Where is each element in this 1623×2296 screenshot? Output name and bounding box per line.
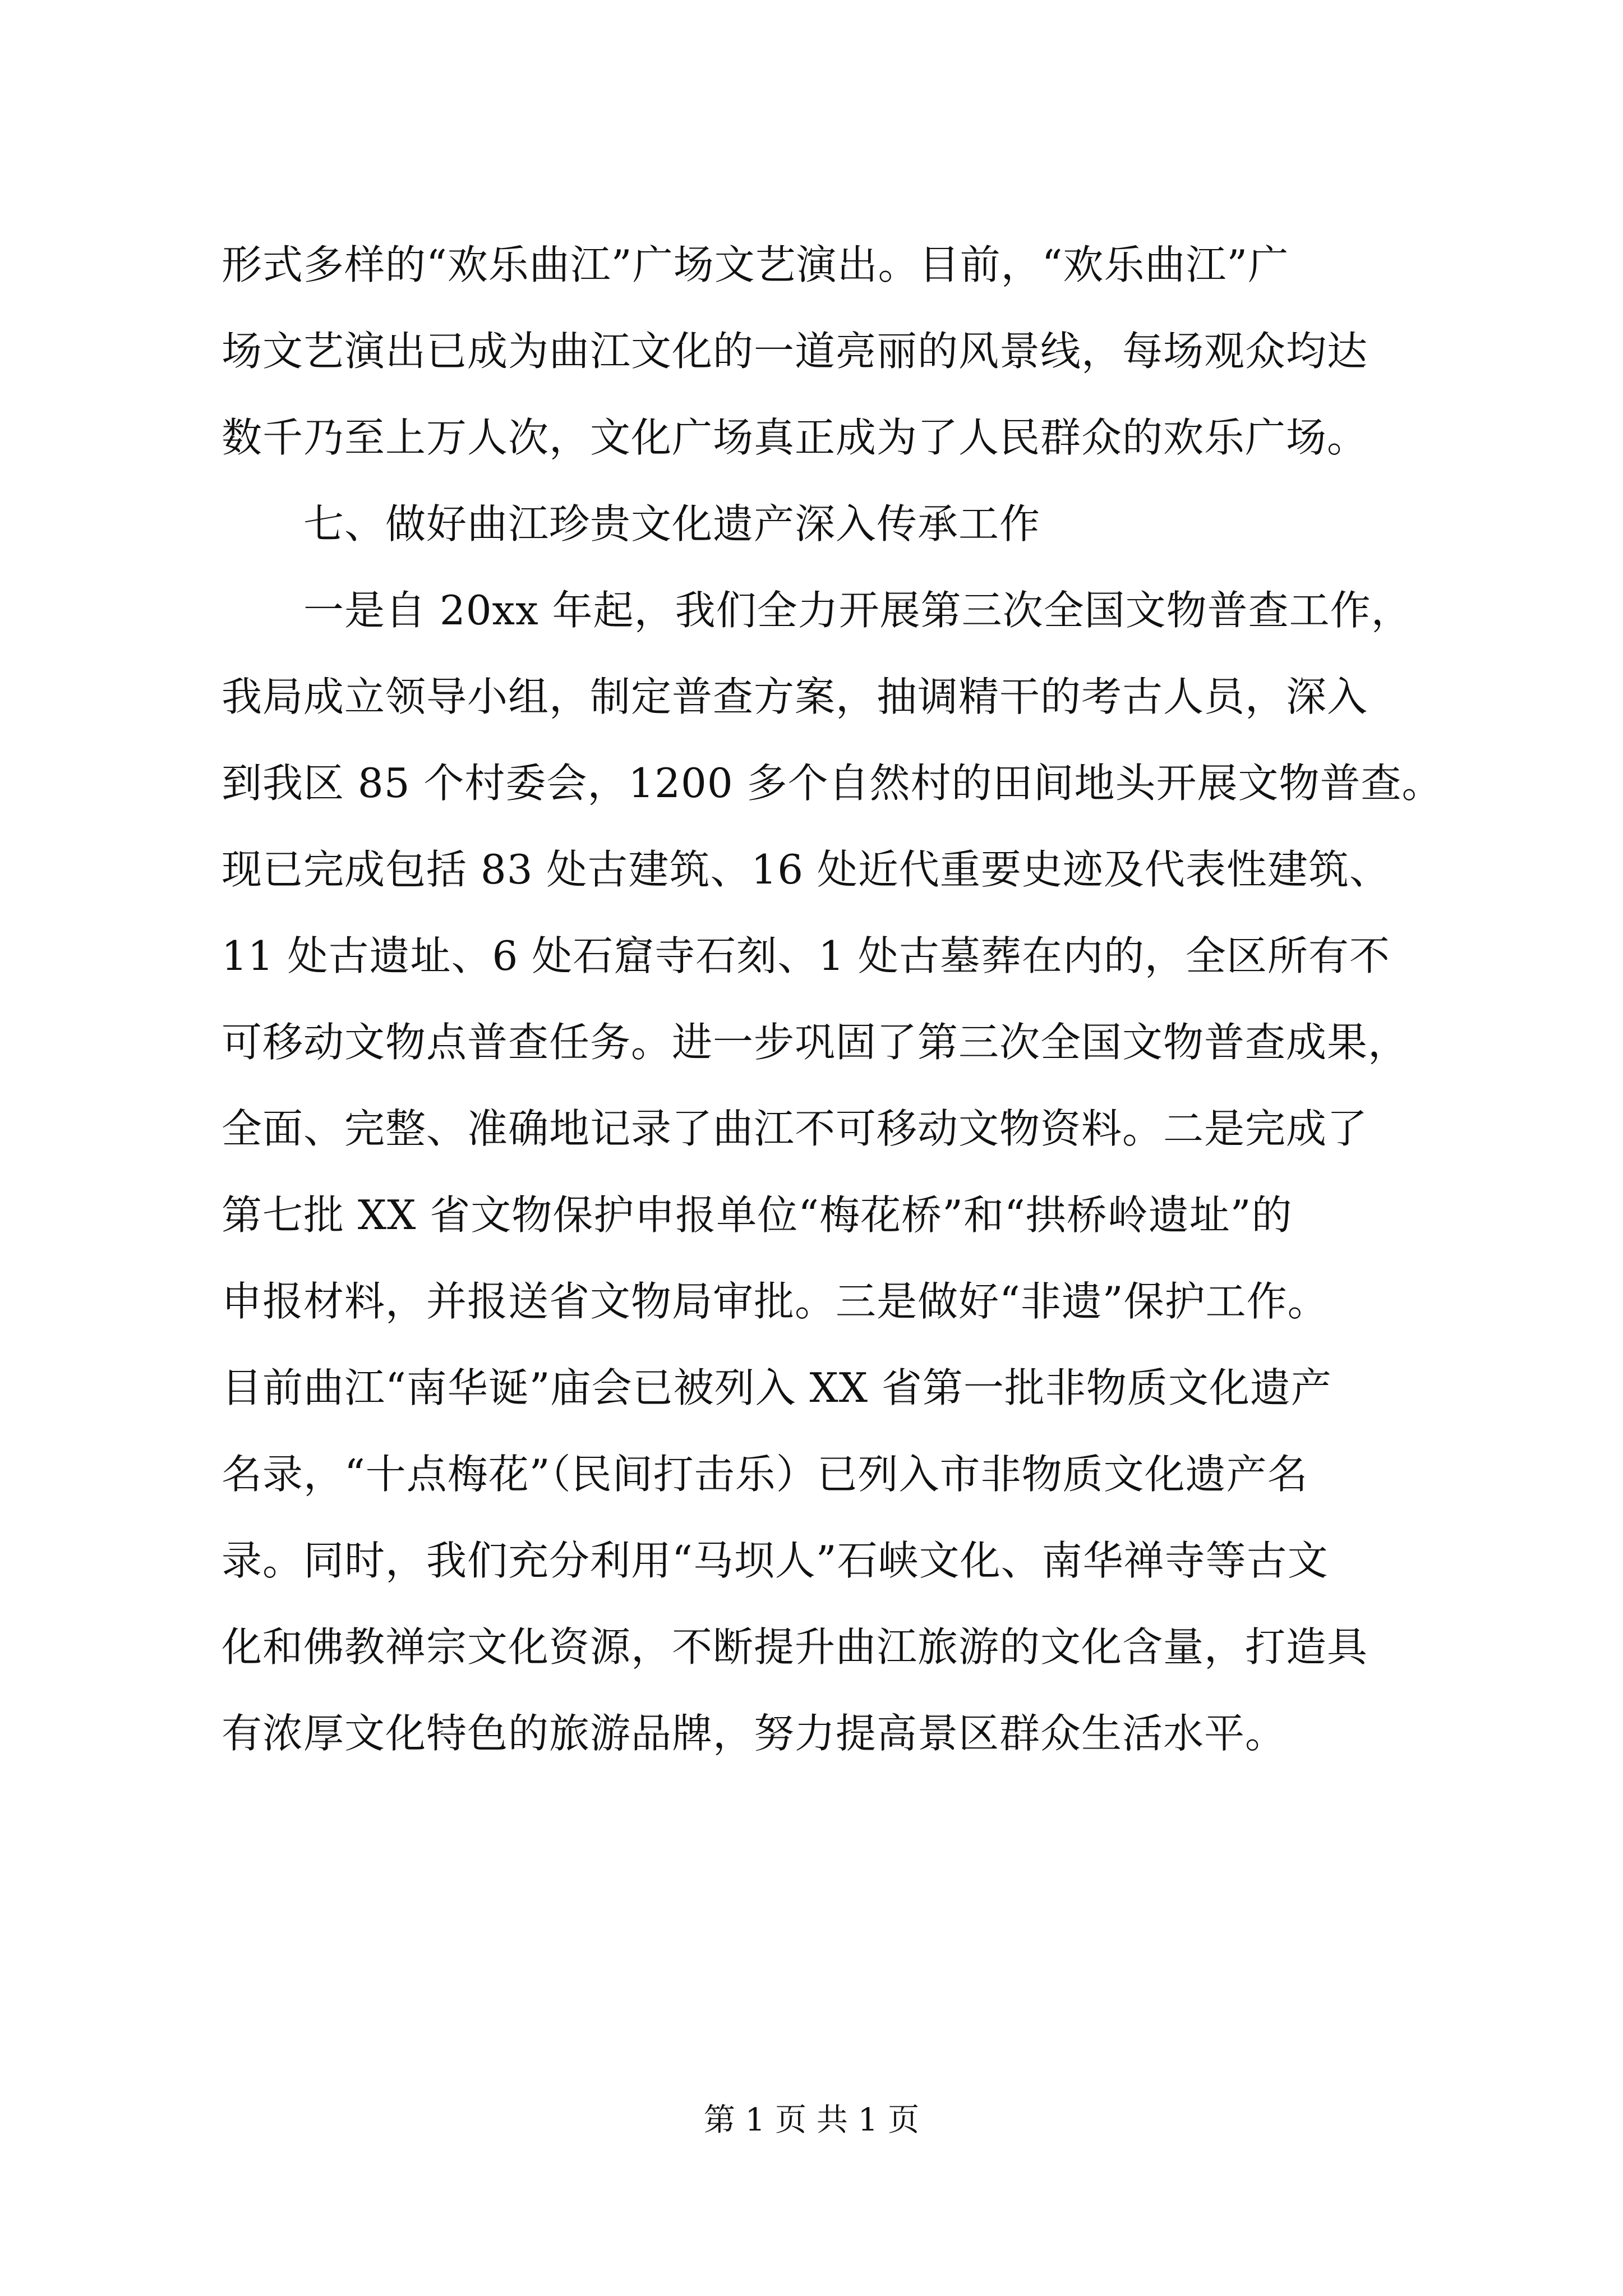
text-line: 场文艺演出已成为曲江文化的一道亮丽的风景线，每场观众均达 <box>222 328 1368 375</box>
text-line: 目前曲江“南华诞”庙会已被列入 XX 省第一批非物质文化遗产 <box>222 1364 1332 1411</box>
text-line: 申报材料，并报送省文物局审批。三是做好“非遗”保护工作。 <box>222 1278 1329 1325</box>
text-line: 我局成立领导小组，制定普查方案，抽调精干的考古人员，深入 <box>222 673 1368 720</box>
text-line: 有浓厚文化特色的旅游品牌，努力提高景区群众生活水平。 <box>222 1710 1287 1757</box>
page-footer: 第 1 页 共 1 页 <box>703 2102 920 2138</box>
text-line: 可移动文物点普查任务。进一步巩固了第三次全国文物普查成果， <box>222 1019 1409 1066</box>
text-line: 录。同时，我们充分利用“马坝人”石峡文化、南华禅寺等古文 <box>222 1537 1329 1584</box>
section-heading: 七、做好曲江珍贵文化遗产深入传承工作 <box>303 500 1041 547</box>
text-line: 名录，“十点梅花”（民间打击乐）已列入市非物质文化遗产名 <box>222 1451 1308 1498</box>
text-line: 全面、完整、准确地记录了曲江不可移动文物资料。二是完成了 <box>222 1105 1368 1152</box>
text-line: 数千乃至上万人次，文化广场真正成为了人民群众的欢乐广场。 <box>222 414 1368 461</box>
text-line: 现已完成包括 83 处古建筑、16 处近代重要史迹及代表性建筑、 <box>222 846 1390 893</box>
text-line: 形式多样的“欢乐曲江”广场文艺演出。目前，“欢乐曲江”广 <box>222 241 1289 288</box>
text-line: 化和佛教禅宗文化资源，不断提升曲江旅游的文化含量，打造具 <box>222 1623 1368 1671</box>
text-line: 第七批 XX 省文物保护申报单位“梅花桥”和“拱桥岭遗址”的 <box>222 1191 1293 1239</box>
body-text <box>222 222 1443 1777</box>
text-line: 11 处古遗址、6 处石窟寺石刻、1 处古墓葬在内的，全区所有不 <box>222 932 1390 979</box>
text-line: 一是自 20xx 年起，我们全力开展第三次全国文物普查工作， <box>303 587 1412 634</box>
text-line: 到我区 85 个村委会，1200 多个自然村的田间地头开展文物普查。 <box>222 760 1443 807</box>
